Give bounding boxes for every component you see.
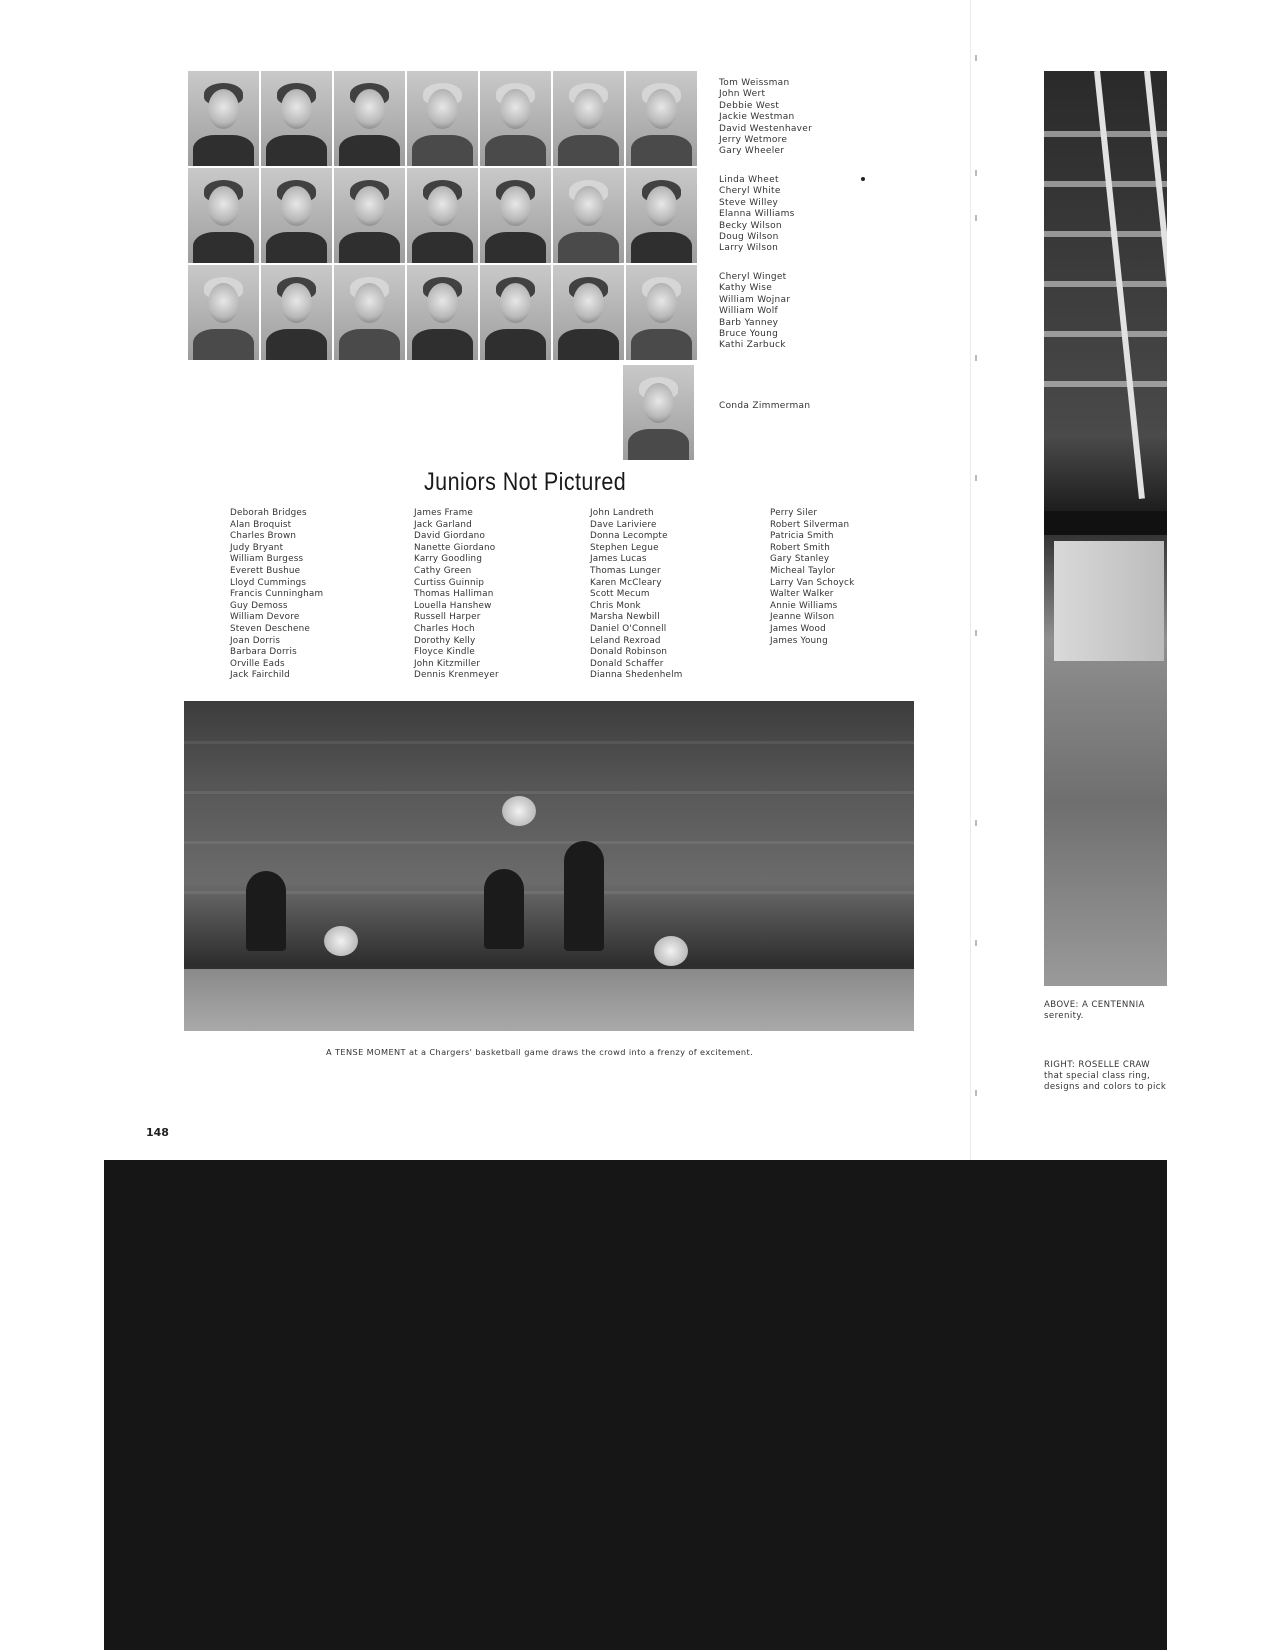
caption-line: ABOVE: A CENTENNIA xyxy=(1044,1000,1145,1010)
student-name: Gary Wheeler xyxy=(719,146,785,157)
list-item: Micheal Taylor xyxy=(770,565,836,576)
list-item: James Frame xyxy=(414,508,473,518)
student-name: Linda Wheet xyxy=(719,175,779,185)
student-name: Jerry Wetmore xyxy=(719,135,788,146)
list-item: Barbara Dorris xyxy=(230,647,297,658)
list-item: Gary Stanley xyxy=(770,554,830,565)
student-portrait xyxy=(407,265,478,360)
student-portrait xyxy=(188,168,259,263)
student-name: Cheryl Winget xyxy=(719,272,787,282)
scan-dark-area xyxy=(104,1160,1167,1650)
student-portrait xyxy=(188,265,259,360)
student-portrait xyxy=(188,71,259,166)
crowd-photo xyxy=(184,701,914,1031)
list-item: Leland Rexroad xyxy=(590,635,661,646)
not-pictured-column-3 xyxy=(590,508,683,682)
list-item: Judy Bryant xyxy=(230,542,284,553)
portrait-names-row-3 xyxy=(719,272,790,352)
list-item: Charles Hoch xyxy=(414,623,475,634)
student-portrait xyxy=(553,265,624,360)
list-item: John Kitzmiller xyxy=(414,658,481,669)
student-portrait xyxy=(626,168,697,263)
list-item: Cathy Green xyxy=(414,565,472,576)
list-item: James Young xyxy=(770,635,828,646)
list-item: James Lucas xyxy=(590,554,647,565)
student-name: Cheryl White xyxy=(719,186,781,197)
student-portrait xyxy=(407,71,478,166)
student-name: Debbie West xyxy=(719,100,780,111)
list-item: Jack Fairchild xyxy=(230,670,290,681)
list-item: Chris Monk xyxy=(590,600,641,611)
student-name: Kathi Zarbuck xyxy=(719,340,786,351)
student-name: Tom Weissman xyxy=(719,78,790,88)
student-name: Steve Willey xyxy=(719,197,779,208)
list-item: Floyce Kindle xyxy=(414,647,475,658)
list-item: Francis Cunningham xyxy=(230,589,324,600)
page-fold xyxy=(970,0,971,1160)
list-item: Larry Van Schoyck xyxy=(770,577,855,588)
list-item: Dorothy Kelly xyxy=(414,635,476,646)
student-portrait-single xyxy=(623,365,694,460)
student-name: Larry Wilson xyxy=(719,243,779,254)
yearbook-page-left xyxy=(104,0,970,1160)
list-item: Charles Brown xyxy=(230,531,297,542)
list-item: Donald Schaffer xyxy=(590,658,664,669)
list-item: Jeanne Wilson xyxy=(770,612,835,623)
scan-left-margin xyxy=(0,0,105,1650)
student-portrait xyxy=(334,71,405,166)
list-item: Louella Hanshew xyxy=(414,600,492,611)
student-name: John Wert xyxy=(719,89,766,100)
student-name: Elanna Williams xyxy=(719,209,795,220)
student-portrait xyxy=(334,168,405,263)
portrait-grid xyxy=(188,71,697,360)
scan-right-margin xyxy=(1167,0,1275,1650)
print-speck xyxy=(861,177,865,181)
student-portrait xyxy=(480,168,551,263)
student-name: Bruce Young xyxy=(719,329,779,340)
list-item: Walter Walker xyxy=(770,589,834,600)
yearbook-page-right xyxy=(972,0,1167,1160)
caption-line: serenity. xyxy=(1044,1011,1084,1021)
caption-above xyxy=(1044,1000,1167,1022)
list-item: Karen McCleary xyxy=(590,577,662,588)
list-item: Karry Goodling xyxy=(414,554,483,565)
list-item: Steven Deschene xyxy=(230,623,311,634)
list-item: Donna Lecompte xyxy=(590,531,668,542)
portrait-names-row-1 xyxy=(719,78,812,158)
student-name: David Westenhaver xyxy=(719,123,813,134)
list-item: Stephen Legue xyxy=(590,542,659,553)
list-item: Marsha Newbill xyxy=(590,612,660,623)
portrait-names-row-2 xyxy=(719,175,795,255)
list-item: John Landreth xyxy=(590,508,654,518)
list-item: Perry Siler xyxy=(770,508,818,518)
student-name: Conda Zimmerman xyxy=(719,401,811,411)
list-item: Robert Silverman xyxy=(770,519,850,530)
caption-line: designs and colors to pick xyxy=(1044,1082,1167,1092)
gym-photo xyxy=(1044,71,1167,986)
list-item: Dianna Shedenhelm xyxy=(590,670,683,681)
list-item: William Burgess xyxy=(230,554,304,565)
student-name: Doug Wilson xyxy=(719,232,779,243)
list-item: David Giordano xyxy=(414,531,486,542)
student-name: Becky Wilson xyxy=(719,220,782,231)
list-item: Alan Broquist xyxy=(230,519,292,530)
list-item: Joan Dorris xyxy=(230,635,281,646)
student-name: Jackie Westman xyxy=(719,112,795,123)
student-portrait xyxy=(261,71,332,166)
student-name: William Wolf xyxy=(719,306,778,317)
student-name: William Wojnar xyxy=(719,294,791,305)
list-item: Patricia Smith xyxy=(770,531,834,542)
list-item: Russell Harper xyxy=(414,612,481,623)
list-item: Scott Mecum xyxy=(590,589,650,600)
student-portrait xyxy=(261,265,332,360)
list-item: Everett Bushue xyxy=(230,565,301,576)
list-item: Nanette Giordano xyxy=(414,542,496,553)
list-item: Dave Lariviere xyxy=(590,519,657,530)
caption-line: that special class ring, xyxy=(1044,1071,1151,1081)
list-item: Daniel O'Connell xyxy=(590,623,667,634)
student-portrait xyxy=(261,168,332,263)
list-item: Thomas Halliman xyxy=(414,589,494,600)
list-item: Guy Demoss xyxy=(230,600,288,611)
student-portrait xyxy=(626,265,697,360)
list-item: William Devore xyxy=(230,612,300,623)
student-name: Kathy Wise xyxy=(719,283,773,294)
caption-right xyxy=(1044,1060,1167,1093)
portrait-names-row-4 xyxy=(719,401,810,412)
list-item: Lloyd Cummings xyxy=(230,577,307,588)
section-title: Juniors Not Pictured xyxy=(424,468,627,496)
not-pictured-column-1 xyxy=(230,508,323,682)
list-item: Dennis Krenmeyer xyxy=(414,670,499,681)
not-pictured-column-4 xyxy=(770,508,854,647)
student-portrait xyxy=(407,168,478,263)
caption-line: RIGHT: ROSELLE CRAW xyxy=(1044,1060,1151,1070)
student-portrait xyxy=(480,71,551,166)
student-portrait xyxy=(553,71,624,166)
list-item: Curtiss Guinnip xyxy=(414,577,485,588)
student-portrait xyxy=(334,265,405,360)
list-item: Thomas Lunger xyxy=(590,565,661,576)
student-name: Barb Yanney xyxy=(719,317,779,328)
photo-caption: A TENSE MOMENT at a Chargers' basketball game draws the crowd into a frenzy of excitement. xyxy=(326,1047,754,1057)
list-item: Annie Williams xyxy=(770,600,838,611)
list-item: Jack Garland xyxy=(414,519,472,530)
list-item: Robert Smith xyxy=(770,542,830,553)
page-number: 148 xyxy=(146,1126,169,1139)
list-item: Orville Eads xyxy=(230,658,285,669)
not-pictured-column-2 xyxy=(414,508,499,682)
student-portrait xyxy=(480,265,551,360)
list-item: Donald Robinson xyxy=(590,647,668,658)
student-portrait xyxy=(553,168,624,263)
list-item: James Wood xyxy=(770,623,826,634)
student-portrait xyxy=(626,71,697,166)
list-item: Deborah Bridges xyxy=(230,508,307,518)
